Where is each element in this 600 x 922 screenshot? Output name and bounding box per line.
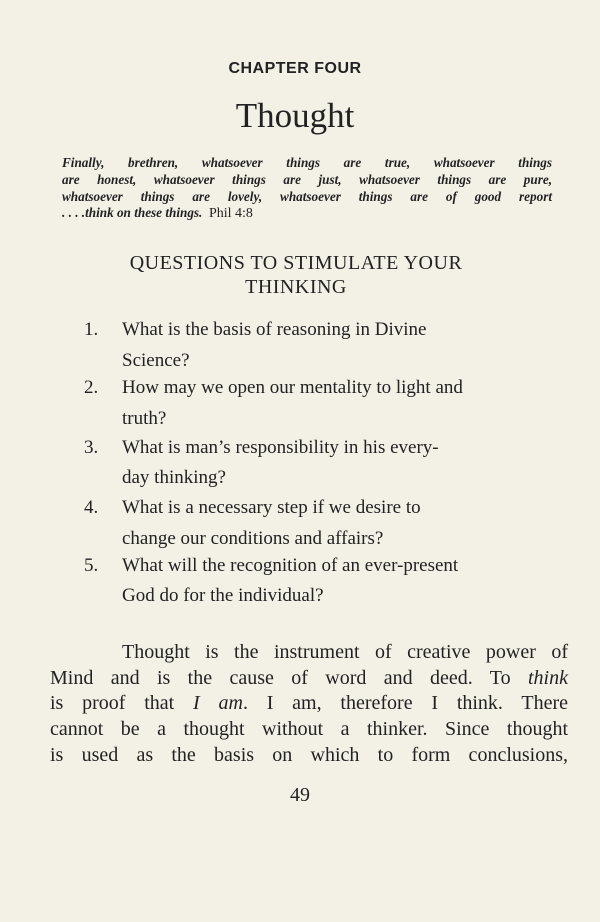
question-text: What is man’s responsibility in his every- <box>122 437 439 458</box>
emphasis: I am <box>193 692 243 714</box>
question-number: 3. <box>84 437 99 458</box>
question-text: Science? <box>122 350 190 371</box>
epigraph-text: . . . .think on these things. <box>62 205 203 220</box>
question-text: What is the basis of reasoning in Divine <box>122 319 427 340</box>
paragraph-line: cannot be a thought without a thinker. Since thought <box>50 718 568 740</box>
emphasis: think <box>528 667 568 689</box>
epigraph-line: are honest, whatsoever things are just, whatsoever things are pure, <box>62 172 552 187</box>
page-number: 49 <box>290 784 310 806</box>
question-text: truth? <box>122 408 167 429</box>
question-text: God do for the individual? <box>122 585 324 606</box>
paragraph-line <box>50 667 568 690</box>
paragraph-text: . I am, therefore I think. There <box>242 692 568 714</box>
chapter-title: Thought <box>235 96 355 135</box>
question-number: 4. <box>84 497 99 518</box>
paragraph-text: is proof that <box>50 692 194 714</box>
epigraph-line <box>62 204 253 222</box>
question-text: What will the recognition of an ever-present <box>122 555 459 576</box>
chapter-label: CHAPTER FOUR <box>228 60 362 77</box>
questions-heading: QUESTIONS TO STIMULATE YOUR <box>129 252 463 274</box>
paragraph-line: Thought is the instrument of creative power of <box>122 641 568 663</box>
question-text: day thinking? <box>122 467 226 488</box>
paragraph-line: is used as the basis on which to form conclusions, <box>50 744 568 766</box>
question-number: 2. <box>84 377 99 398</box>
question-text: How may we open our mentality to light and <box>122 377 463 398</box>
question-number: 1. <box>84 319 99 340</box>
question-text: change our conditions and affairs? <box>122 528 384 549</box>
scripture-reference: Phil 4:8 <box>208 206 253 221</box>
question-number: 5. <box>84 555 99 576</box>
question-text: What is a necessary step if we desire to <box>122 497 421 518</box>
epigraph-line: Finally, brethren, whatsoever things are true, whatsoever things <box>62 155 552 170</box>
paragraph-text: Mind and is the cause of word and deed. To <box>50 667 528 689</box>
epigraph-line: whatsoever things are lovely, whatsoever things are of good report <box>62 189 552 204</box>
questions-heading: THINKING <box>245 276 347 298</box>
paragraph-line <box>50 692 568 715</box>
